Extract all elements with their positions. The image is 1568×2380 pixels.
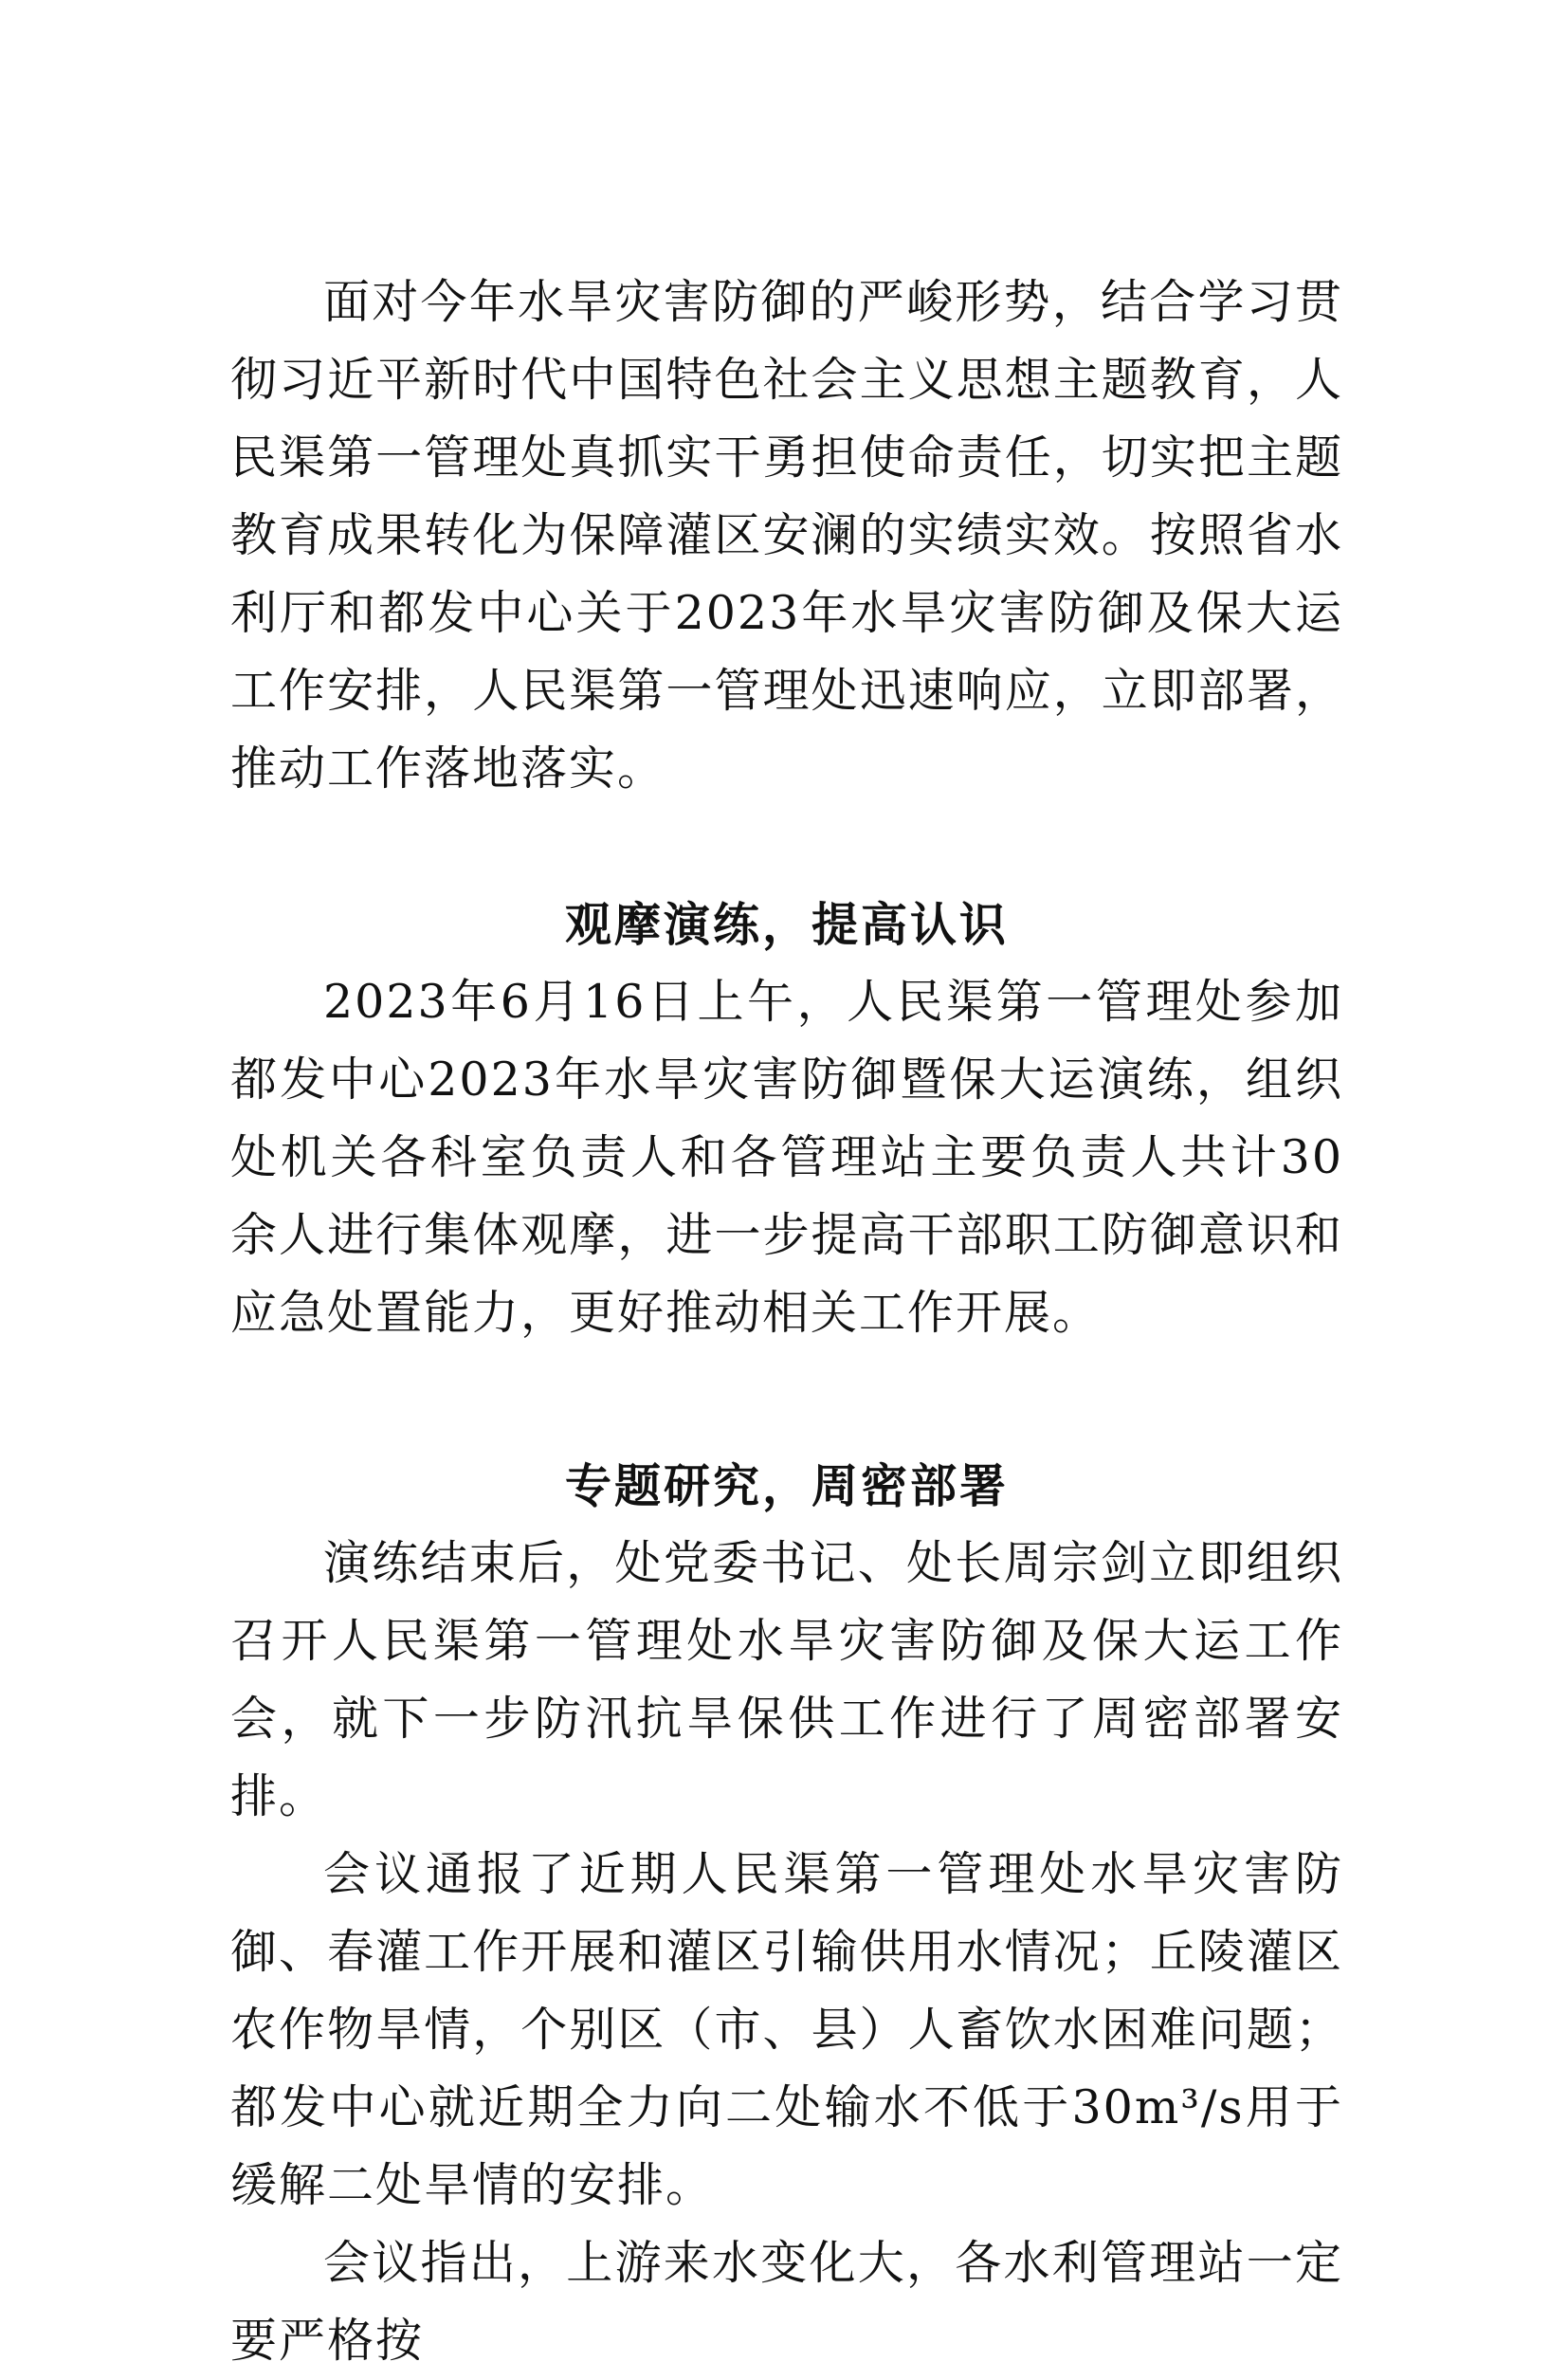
section-heading-drill: 观摩演练，提高认识 bbox=[564, 897, 1009, 952]
section-spacer bbox=[230, 1352, 1343, 1447]
intro-paragraph: 面对今年水旱灾害防御的严峻形势，结合学习贯彻习近平新时代中国特色社会主义思想主题教育，人民渠第一管理处真抓实干勇担使命责任，切实把主题教育成果转化为保障灌区安澜的实绩实效。按照省水利厅和都发中心关于2023年水旱灾害防御及保大运工作安排，人民渠第一管理处迅速响应，立即部署，推动工作落地落实。 bbox=[230, 275, 1343, 796]
meeting-note-paragraph: 会议指出，上游来水变化大，各水利管理站一定要严格按 bbox=[230, 2236, 1343, 2368]
drill-paragraph: 2023年6月16日上午，人民渠第一管理处参加都发中心2023年水旱灾害防御暨保大运演练，组织处机关各科室负责人和各管理站主要负责人共计30余人进行集体观摩，进一步提高干部职工防御意识和应急处置能力，更好推动相关工作开展。 bbox=[230, 975, 1343, 1340]
deployment-paragraph: 演练结束后，处党委书记、处长周宗剑立即组织召开人民渠第一管理处水旱灾害防御及保大运工作会，就下一步防汛抗旱保供工作进行了周密部署安排。 bbox=[230, 1536, 1343, 1823]
document-body bbox=[230, 264, 1343, 2380]
section-heading-deployment: 专题研究，周密部署 bbox=[564, 1458, 1009, 1513]
section-spacer bbox=[230, 808, 1343, 886]
meeting-report-paragraph: 会议通报了近期人民渠第一管理处水旱灾害防御、春灌工作开展和灌区引输供用水情况；丘陵灌区农作物旱情，个别区（市、县）人畜饮水困难问题；都发中心就近期全力向二处输水不低于30m³/s用于缓解二处旱情的安排。 bbox=[230, 1847, 1343, 2212]
